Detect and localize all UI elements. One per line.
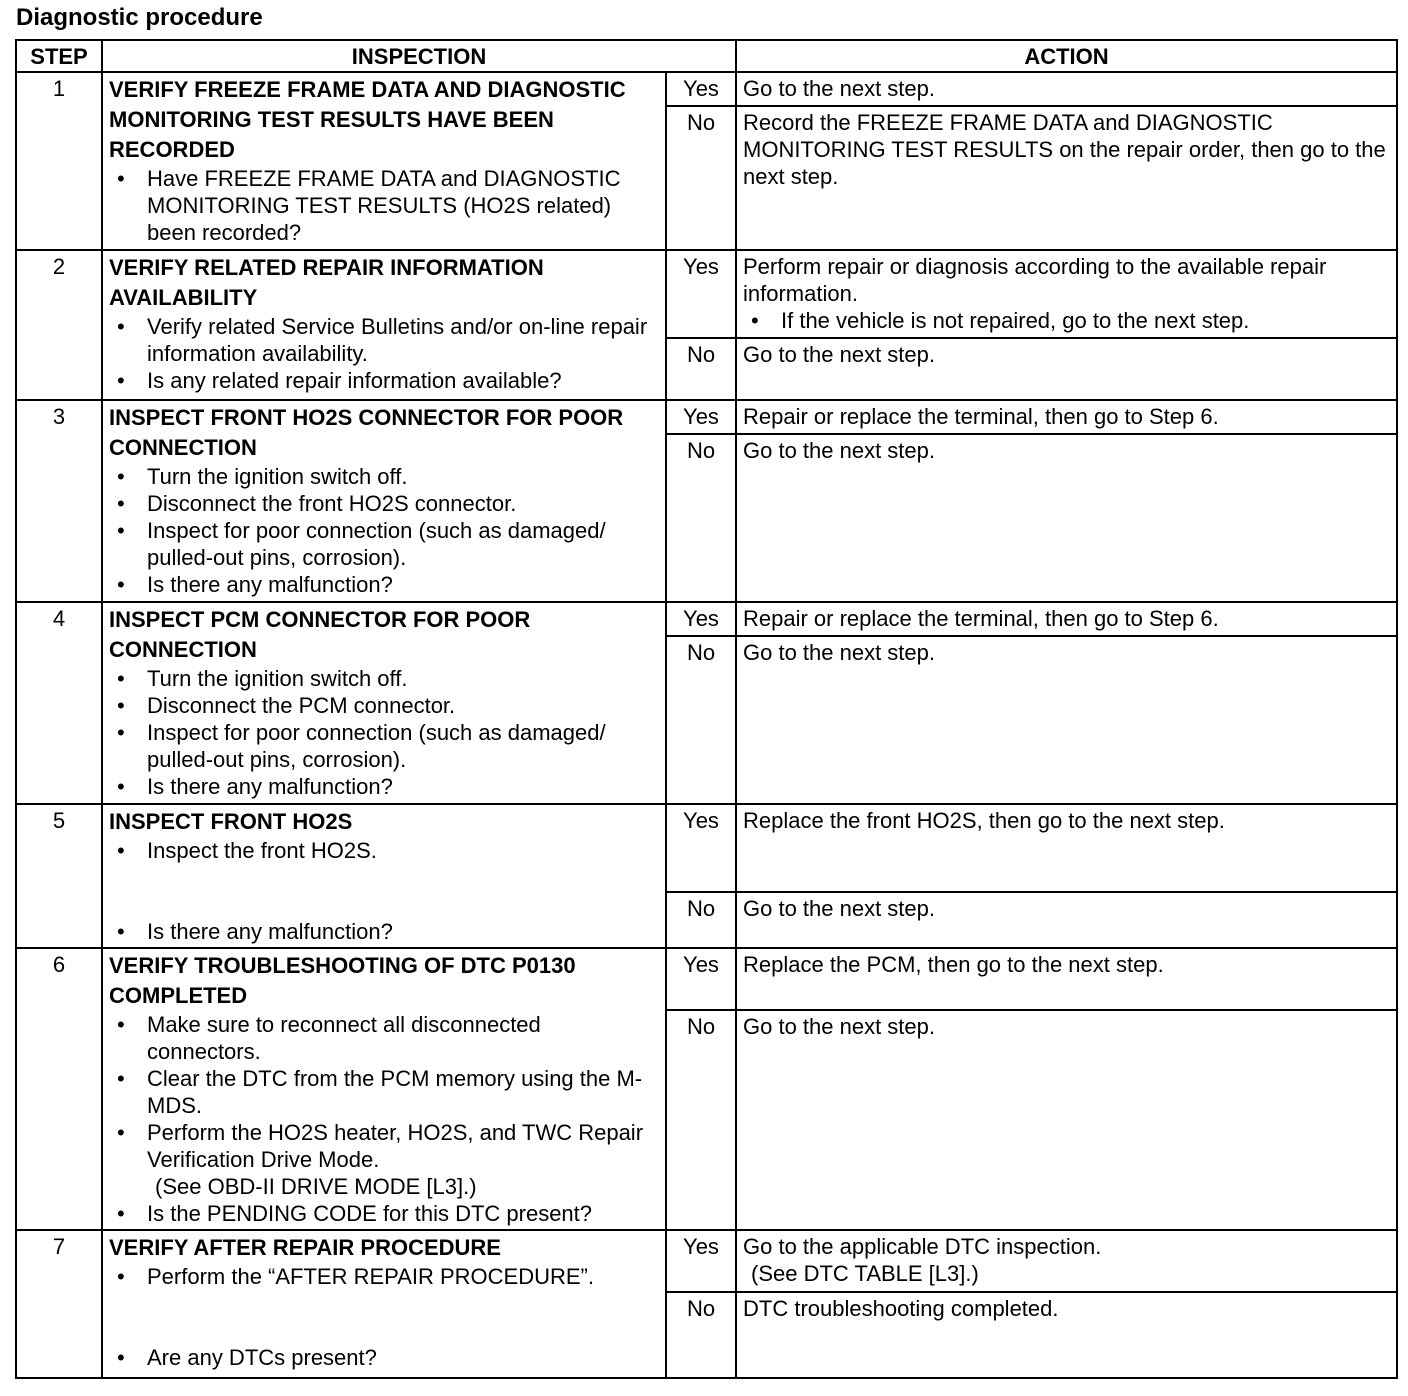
yes-action: Repair or replace the terminal, then go to Step 6. bbox=[736, 400, 1397, 434]
inspection-list bbox=[109, 463, 659, 598]
action-list bbox=[743, 307, 1390, 334]
inspection-title: VERIFY TROUBLESHOOTING OF DTC P0130 COMPLETED bbox=[109, 953, 576, 1008]
step-number: 6 bbox=[16, 948, 102, 1230]
step-row bbox=[16, 400, 1397, 434]
inspection-item: • Perform the “AFTER REPAIR PROCEDURE”. bbox=[147, 1263, 659, 1290]
yes-action: Repair or replace the terminal, then go to Step 6. bbox=[736, 602, 1397, 636]
inspection-item: • Inspect for poor connection (such as damaged/ pulled-out pins, corrosion). bbox=[147, 719, 659, 773]
yes-action: Replace the front HO2S, then go to the next step. bbox=[736, 804, 1397, 892]
yes-action: Perform repair or diagnosis according to the available repair information. bbox=[743, 254, 1327, 306]
no-action: Go to the next step. bbox=[736, 892, 1397, 948]
yes-label: Yes bbox=[666, 602, 736, 636]
inspection-title: VERIFY FREEZE FRAME DATA AND DIAGNOSTIC MONITORING TEST RESULTS HAVE BEEN RECORDED bbox=[109, 77, 626, 162]
page-title: Diagnostic procedure bbox=[16, 4, 263, 31]
inspection-item: • Disconnect the front HO2S connector. bbox=[147, 490, 659, 517]
step-row bbox=[16, 1230, 1397, 1292]
inspection-cell bbox=[102, 948, 666, 1230]
yes-action-cell bbox=[736, 250, 1397, 338]
no-action: Record the FREEZE FRAME DATA and DIAGNOSTIC MONITORING TEST RESULTS on the repair order, then go to the next step. bbox=[736, 106, 1397, 250]
inspection-item: • Make sure to reconnect all disconnected connectors. bbox=[147, 1011, 659, 1065]
inspection-list bbox=[109, 313, 659, 394]
inspection-item: • Inspect the front HO2S. bbox=[147, 837, 659, 864]
inspection-item: • Is the PENDING CODE for this DTC present? bbox=[147, 1200, 659, 1227]
inspection-item: • Is there any malfunction? bbox=[147, 773, 659, 800]
inspection-cell bbox=[102, 804, 666, 948]
yes-label: Yes bbox=[666, 804, 736, 892]
no-action: Go to the next step. bbox=[736, 338, 1397, 400]
no-label: No bbox=[666, 636, 736, 804]
inspection-title: INSPECT FRONT HO2S bbox=[109, 809, 353, 834]
inspection-list-lower bbox=[109, 918, 659, 945]
header-action: ACTION bbox=[736, 40, 1397, 72]
header-step: STEP bbox=[16, 40, 102, 72]
header-inspection: INSPECTION bbox=[102, 40, 736, 72]
inspection-item: • Is there any malfunction? bbox=[147, 571, 659, 598]
inspection-list bbox=[109, 1263, 659, 1290]
inspection-cell bbox=[102, 72, 666, 250]
inspection-title: VERIFY RELATED REPAIR INFORMATION AVAILABILITY bbox=[109, 255, 544, 310]
inspection-item: • Turn the ignition switch off. bbox=[147, 463, 659, 490]
yes-label: Yes bbox=[666, 948, 736, 1010]
inspection-cell bbox=[102, 250, 666, 400]
yes-action: Go to the next step. bbox=[736, 72, 1397, 106]
step-row bbox=[16, 250, 1397, 338]
no-action: DTC troubleshooting completed. bbox=[736, 1292, 1397, 1378]
no-label: No bbox=[666, 1010, 736, 1230]
no-label: No bbox=[666, 1292, 736, 1378]
no-label: No bbox=[666, 892, 736, 948]
step-row bbox=[16, 72, 1397, 106]
yes-label: Yes bbox=[666, 1230, 736, 1292]
no-label: No bbox=[666, 106, 736, 250]
no-label: No bbox=[666, 338, 736, 400]
no-action: Go to the next step. bbox=[736, 434, 1397, 602]
inspection-cell bbox=[102, 602, 666, 804]
yes-action: Go to the applicable DTC inspection. bbox=[743, 1234, 1102, 1259]
step-row bbox=[16, 948, 1397, 1010]
inspection-list-lower bbox=[109, 1344, 659, 1371]
inspection-item: • Clear the DTC from the PCM memory using the M-MDS. bbox=[147, 1065, 659, 1119]
no-label: No bbox=[666, 434, 736, 602]
diagnostic-table bbox=[15, 39, 1398, 1379]
inspection-item: • Are any DTCs present? bbox=[147, 1344, 659, 1371]
inspection-item: • Verify related Service Bulletins and/or on-line repair information availability. bbox=[147, 313, 659, 367]
step-row bbox=[16, 602, 1397, 636]
inspection-cell bbox=[102, 1230, 666, 1378]
step-number: 2 bbox=[16, 250, 102, 400]
inspection-list bbox=[109, 665, 659, 800]
inspection-item: • Perform the HO2S heater, HO2S, and TWC Repair Verification Drive Mode. bbox=[147, 1119, 659, 1173]
inspection-item: • Inspect for poor connection (such as damaged/ pulled-out pins, corrosion). bbox=[147, 517, 659, 571]
step-number: 4 bbox=[16, 602, 102, 804]
inspection-title: VERIFY AFTER REPAIR PROCEDURE bbox=[109, 1235, 501, 1260]
inspection-list-after bbox=[109, 1200, 659, 1227]
yes-action: Replace the PCM, then go to the next step. bbox=[736, 948, 1397, 1010]
step-number: 3 bbox=[16, 400, 102, 602]
step-number: 7 bbox=[16, 1230, 102, 1378]
inspection-item: • Turn the ignition switch off. bbox=[147, 665, 659, 692]
inspection-note: (See OBD-II DRIVE MODE [L3].) bbox=[155, 1174, 477, 1199]
yes-action-cell bbox=[736, 1230, 1397, 1292]
header-row bbox=[16, 40, 1397, 72]
action-item: • If the vehicle is not repaired, go to the next step. bbox=[781, 307, 1390, 334]
inspection-cell bbox=[102, 400, 666, 602]
inspection-item: • Have FREEZE FRAME DATA and DIAGNOSTIC MONITORING TEST RESULTS (HO2S related) been recorded? bbox=[147, 165, 659, 246]
inspection-item: • Disconnect the PCM connector. bbox=[147, 692, 659, 719]
yes-label: Yes bbox=[666, 72, 736, 106]
yes-label: Yes bbox=[666, 250, 736, 338]
inspection-item: • Is there any malfunction? bbox=[147, 918, 659, 945]
inspection-list bbox=[109, 837, 659, 864]
step-row bbox=[16, 804, 1397, 892]
inspection-title: INSPECT FRONT HO2S CONNECTOR FOR POOR CONNECTION bbox=[109, 405, 624, 460]
inspection-item: • Is any related repair information available? bbox=[147, 367, 659, 394]
yes-label: Yes bbox=[666, 400, 736, 434]
no-action: Go to the next step. bbox=[736, 636, 1397, 804]
inspection-list bbox=[109, 165, 659, 246]
no-action: Go to the next step. bbox=[736, 1010, 1397, 1230]
step-number: 1 bbox=[16, 72, 102, 250]
inspection-title: INSPECT PCM CONNECTOR FOR POOR CONNECTION bbox=[109, 607, 531, 662]
yes-note: (See DTC TABLE [L3].) bbox=[751, 1261, 979, 1286]
step-number: 5 bbox=[16, 804, 102, 948]
inspection-list bbox=[109, 1011, 659, 1173]
